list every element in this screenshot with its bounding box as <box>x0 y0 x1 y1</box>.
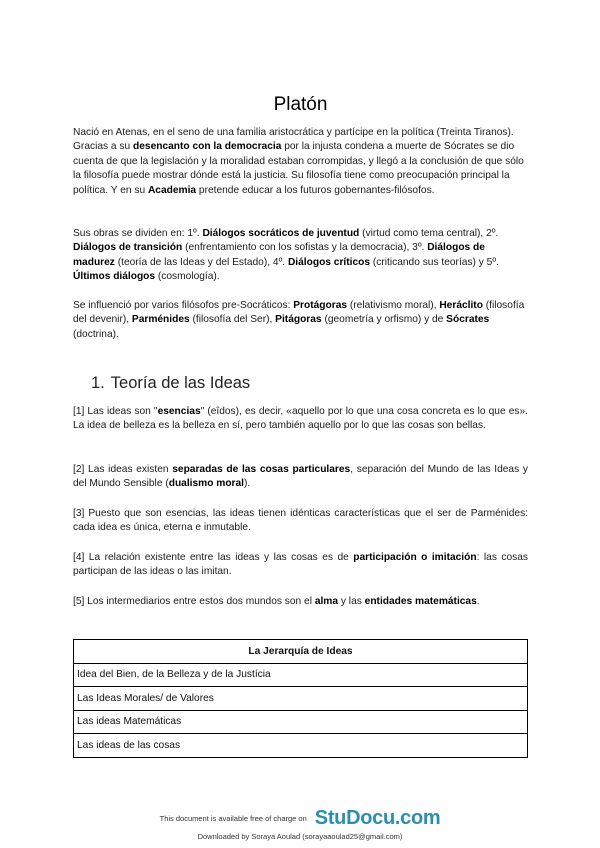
text-run: (virtud como tema central), 2º. <box>359 228 499 239</box>
table-row <box>74 687 528 711</box>
text-run: , separación del Mundo de las Ideas y del Mundo Sensible ( <box>73 464 528 490</box>
table-row <box>74 710 528 734</box>
bold-run: participación o imitación <box>353 552 477 563</box>
download-notice: Downloaded by Soraya Aoulad (sorayaaoulad25@gmail.com) <box>197 832 403 841</box>
bold-run: Diálogos socráticos de juventud <box>202 228 360 239</box>
table-row <box>74 663 528 687</box>
text-run: pretende educar a los futuros gobernantes-filósofos. <box>196 184 435 196</box>
text-run: ). <box>244 478 251 490</box>
table-row <box>74 734 528 758</box>
page-title: Platón <box>273 94 328 115</box>
text-run: y las <box>338 596 365 607</box>
section-title: Teoría de las Ideas <box>110 374 251 392</box>
text-run: (cosmología). <box>155 271 220 283</box>
bold-run: Parménides <box>131 314 190 326</box>
table-cell: Las Ideas Morales/ de Valores <box>74 687 528 711</box>
text-run: (filosofía del devenir), <box>73 300 525 326</box>
ideas-hierarchy-table <box>73 639 528 758</box>
text-run: por la injusta condena a muerte de Sócrates se dio cuenta de que la legislación y la moralidad estaban corrompidas, y llegó a la conclusión de que sólo la filosofía puede mostrar dónde está la justicia. Su filosofía tiene como preocupación principal la política. Y en su <box>73 141 524 196</box>
text-run: (geometría y orfismo) y de <box>321 314 447 326</box>
table-header-row <box>74 640 528 664</box>
bold-run: separadas de las cosas particulares <box>172 464 351 475</box>
bold-run: Pitágoras <box>275 314 322 326</box>
section-number: 1. <box>91 374 105 392</box>
text-run: (criticando sus teorías) y 5º. <box>370 256 499 268</box>
idea-point-2 <box>73 463 528 492</box>
text-run: [1] Las ideas son " <box>73 406 158 417</box>
text-run: : las cosas participan de las ideas o las imitan. <box>73 552 528 578</box>
works-paragraph <box>73 227 528 285</box>
table-header: La Jerarquía de Ideas <box>74 640 528 664</box>
table-cell: Las ideas Matemáticas <box>74 710 528 734</box>
availability-text: This document is available free of charge on <box>159 813 307 823</box>
idea-point-5 <box>73 595 528 609</box>
bold-run: esencias <box>157 406 201 417</box>
bold-run: Academia <box>147 184 197 196</box>
idea-point-4 <box>73 551 528 580</box>
text-run: [5] Los intermediarios entre estos dos mundos son el <box>73 596 315 607</box>
bold-run: Protágoras <box>293 300 348 311</box>
text-run: " (eîdos), es decir, «aquello por lo que una cosa concreta es lo que es». La idea de belleza es la belleza en sí, pero también aquello por lo que las cosas son bellas. <box>73 406 528 432</box>
text-run: (doctrina). <box>73 328 119 340</box>
footer-availability <box>0 806 600 830</box>
bold-run: Diálogos de transición <box>73 242 183 254</box>
idea-point-3 <box>73 507 528 536</box>
text-run: . <box>476 596 480 607</box>
bold-run: desencanto con la democracia <box>133 141 282 153</box>
table-cell: Las ideas de las cosas <box>74 734 528 758</box>
text-run: [2] Las ideas existen <box>73 464 173 475</box>
bold-run: Últimos diálogos <box>73 271 156 283</box>
bold-run: entidades matemáticas <box>364 596 477 607</box>
table-cell: Idea del Bien, de la Belleza y de la Justícia <box>74 663 528 687</box>
text-run: (enfrentamiento con los sofistas y la democracia), 3º. <box>182 242 428 254</box>
text-run: Sus obras se dividen en: 1º. <box>73 228 203 239</box>
idea-point-1 <box>73 405 528 434</box>
influences-paragraph <box>73 299 528 342</box>
intro-paragraph <box>73 126 528 198</box>
text-run: Se influenció por varios filósofos pre-Socráticos: <box>73 300 294 311</box>
bold-run: Diálogos de madurez <box>73 242 485 268</box>
text-run: (teoría de las Ideas y del Estado), 4º. <box>114 256 288 268</box>
bold-run: dualismo moral <box>168 478 245 490</box>
bold-run: alma <box>314 596 339 607</box>
bold-run: Diálogos críticos <box>287 256 371 268</box>
text-run: Nació en Atenas, en el seno de una familia aristocrática y partícipe en la política (Treinta Tiranos). Gracias a su <box>73 127 514 153</box>
text-run: [4] La relación existente entre las ideas y las cosas es de <box>73 552 354 563</box>
text-run: [3] Puesto que son esencias, las ideas tienen idénticas características que el ser de Parménides: cada idea es única, eterna e inmutable. <box>73 508 528 534</box>
text-run: (filosofía del Ser), <box>189 314 276 326</box>
bold-run: Heráclito <box>439 300 483 311</box>
studocu-logo[interactable]: StuDocu.com <box>314 806 441 829</box>
bold-run: Sócrates <box>446 314 490 326</box>
section-heading <box>91 374 250 393</box>
text-run: (relativismo moral), <box>347 300 440 311</box>
